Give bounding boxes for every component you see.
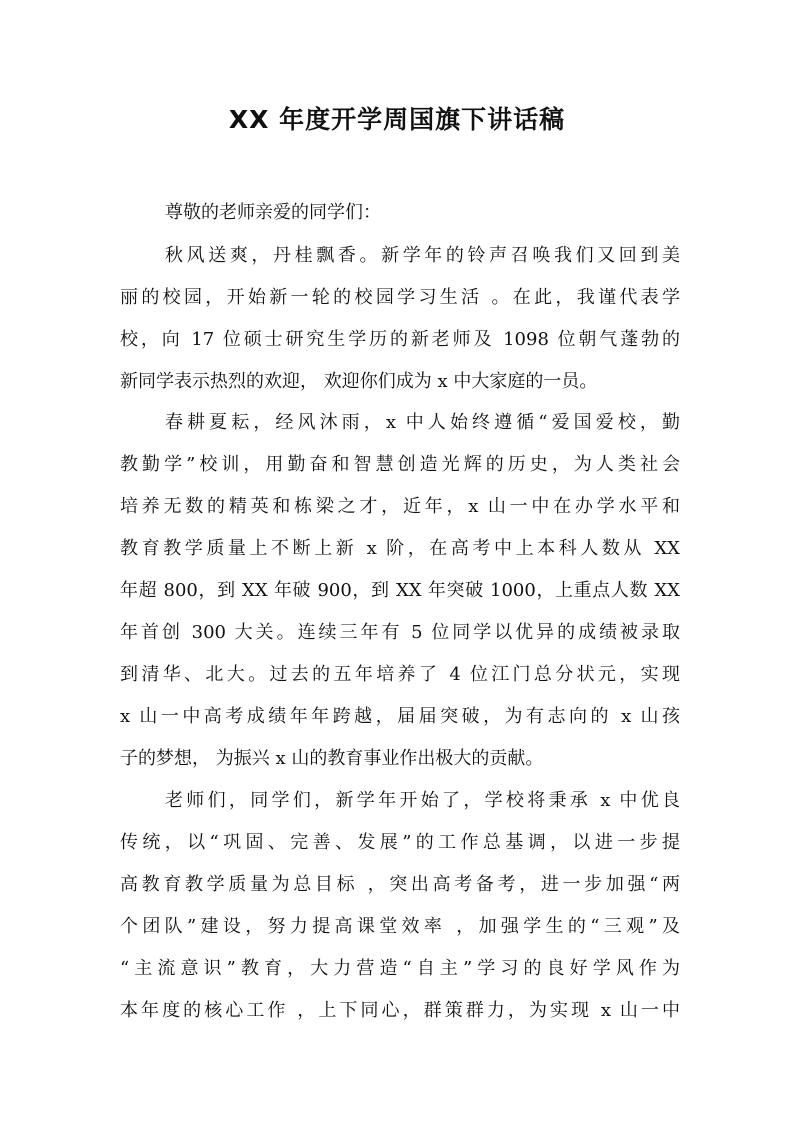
paragraph-1-line-4: 新同学表示热烈的欢迎， 欢迎你们成为 x 中大家庭的一员。 [120, 371, 598, 392]
paragraph-2-line-1: 春耕夏耘，经风沐雨，x 中人始终遵循“爱国爱校，勤 [165, 412, 680, 433]
paragraph-3-line-2: 传统，以“巩固、完善、发展”的工作总基调，以进一步提 [120, 832, 680, 853]
paragraph-2-line-6: 年首创 300 大关。连续三年有 5 位同学以优异的成绩被录取 [120, 622, 680, 643]
paragraph-3-line-6: 本年度的核心工作 ，上下同心，群策群力，为实现 x 山一中 [120, 1000, 680, 1021]
paragraph-2-line-3: 培养无数的精英和栋梁之才，近年，x 山一中在办学水平和 [120, 496, 680, 517]
salutation: 尊敬的老师亲爱的同学们： [165, 202, 381, 223]
paragraph-2-line-7: 到清华、北大。过去的五年培养了 4 位江门总分状元，实现 [120, 664, 680, 685]
paragraph-2-line-8: x 山一中高考成绩年年跨越，届届突破，为有志向的 x 山孩 [120, 706, 680, 727]
paragraph-2-line-5: 年超 800，到 XX 年破 900，到 XX 年突破 1000，上重点人数 XX [120, 580, 680, 601]
paragraph-3-line-3: 高教育教学质量为总目标 ，突出高考备考，进一步加强“两 [120, 874, 680, 895]
paragraph-2-line-4: 教育教学质量上不断上新 x 阶，在高考中上本科人数从 XX [120, 538, 680, 559]
paragraph-1-line-3: 校，向 17 位硕士研究生学历的新老师及 1098 位朝气蓬勃的 [120, 329, 680, 350]
paragraph-2-line-9: 子的梦想， 为振兴 x 山的教育事业作出极大的贡献。 [120, 748, 544, 769]
document-title: XX 年度开学周国旗下讲话稿 [228, 105, 566, 134]
paragraph-3-line-1: 老师们，同学们，新学年开始了，学校将秉承 x 中优良 [165, 790, 680, 811]
paragraph-3-line-4: 个团队”建设，努力提高课堂效率 ，加强学生的“三观”及 [120, 916, 680, 937]
paragraph-1-line-1: 秋风送爽，丹桂飘香。新学年的铃声召唤我们又回到美 [165, 245, 680, 266]
paragraph-3-line-5: “主流意识”教育，大力营造“自主”学习的良好学风作为 [120, 958, 680, 979]
paragraph-2-line-2: 教勤学”校训，用勤奋和智慧创造光辉的历史，为人类社会 [120, 454, 680, 475]
paragraph-1-line-2: 丽的校园，开始新一轮的校园学习生活 。在此，我谨代表学 [120, 287, 680, 308]
